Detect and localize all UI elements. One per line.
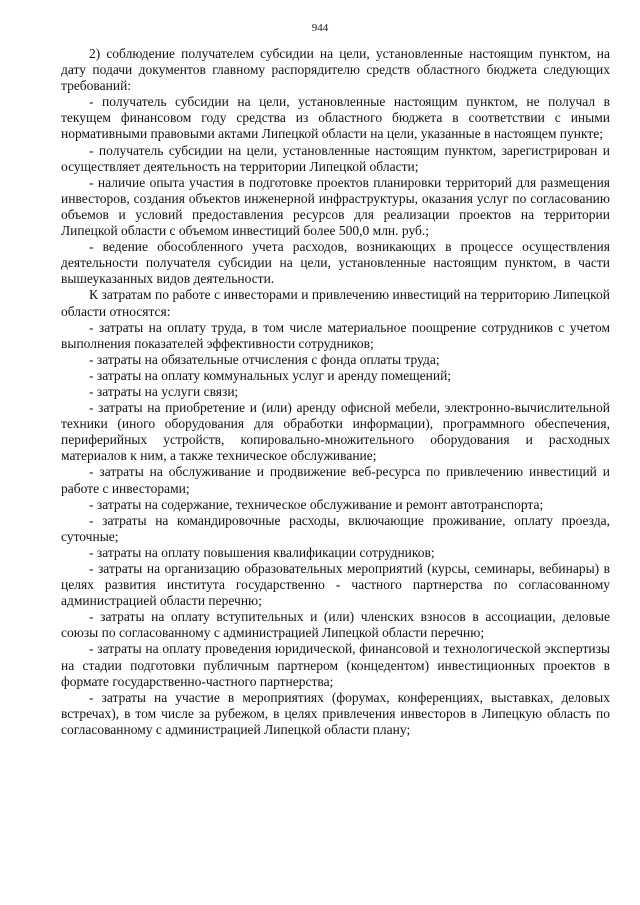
paragraph: - ведение обособленного учета расходов, возникающих в процессе осуществления деятельности получателя субсидии на цели, установленные настоящим пунктом, в части вышеуказанных видов деятельности. [61,239,610,287]
paragraph: - затраты на содержание, техническое обслуживание и ремонт автотранспорта; [89,496,544,512]
paragraph: - затраты на оплату коммунальных услуг и аренду помещений; [89,367,452,383]
paragraph: - затраты на оплату вступительных и (или) членских взносов в ассоциации, деловые союзы по согласованному с администрацией Липецкой области перечню; [61,609,610,641]
paragraph: 2) соблюдение получателем субсидии на цели, установленные настоящим пунктом, на дату подачи документов главному распорядителю средств областного бюджета следующих требований: [61,46,610,94]
paragraph: - затраты на организацию образовательных мероприятий (курсы, семинары, вебинары) в целях развития института государственно - частного партнерства по согласованному администрацией области перечню; [61,561,610,609]
paragraph: - затраты на командировочные расходы, включающие проживание, оплату проезда, суточные; [61,512,610,544]
paragraph: К затратам по работе с инвесторами и привлечению инвестиций на территорию Липецкой области относятся: [61,287,610,319]
paragraph: - наличие опыта участия в подготовке проектов планировки территорий для размещения инвесторов, создания объектов инженерной инфраструктуры, оказания услуг по согласованию объемов и условий предоставления ресурсов для реализации проектов на территории Липецкой области с объемом инвестиций более 500,0 млн. руб.; [61,174,610,239]
paragraph: - затраты на приобретение и (или) аренду офисной мебели, электронно-вычислительной техники (иного оборудования для обработки информации), программного обеспечения, периферийных устройств, копировально-множительного оборудования и расходных материалов к ним, а также техническое обслуживание; [61,400,610,464]
page-number: 944 [311,22,329,34]
paragraph: - затраты на оплату проведения юридической, финансовой и технологической экспертизы на стадии подготовки публичным партнером (концедентом) инвестиционных проектов в формате государственно-частного партнерства; [61,641,610,689]
paragraph: - получатель субсидии на цели, установленные настоящим пунктом, не получал в текущем финансовом году средства из областного бюджета в соответствии с иными нормативными правовыми актами Липецкой области на цели, указанные в настоящем пункте; [61,94,610,142]
paragraph: - затраты на оплату труда, в том числе материальное поощрение сотрудников с учетом выполнения показателей эффективности сотрудников; [61,319,610,351]
paragraph: - затраты на услуги связи; [89,383,239,399]
document-body [61,46,610,738]
paragraph: - затраты на обслуживание и продвижение веб-ресурса по привлечению инвестиций и работе с инвесторами; [61,464,610,496]
paragraph: - затраты на оплату повышения квалификации сотрудников; [89,544,435,560]
paragraph: - затраты на обязательные отчисления с фонда оплаты труда; [89,351,440,367]
paragraph: - затраты на участие в мероприятиях (форумах, конференциях, выставках, деловых встречах), в том числе за рубежом, в целях привлечения инвесторов в Липецкую область по согласованному с администрацией Липецкой области плану; [61,689,610,737]
paragraph: - получатель субсидии на цели, установленные настоящим пунктом, зарегистрирован и осуществляет деятельность на территории Липецкой области; [61,142,610,174]
